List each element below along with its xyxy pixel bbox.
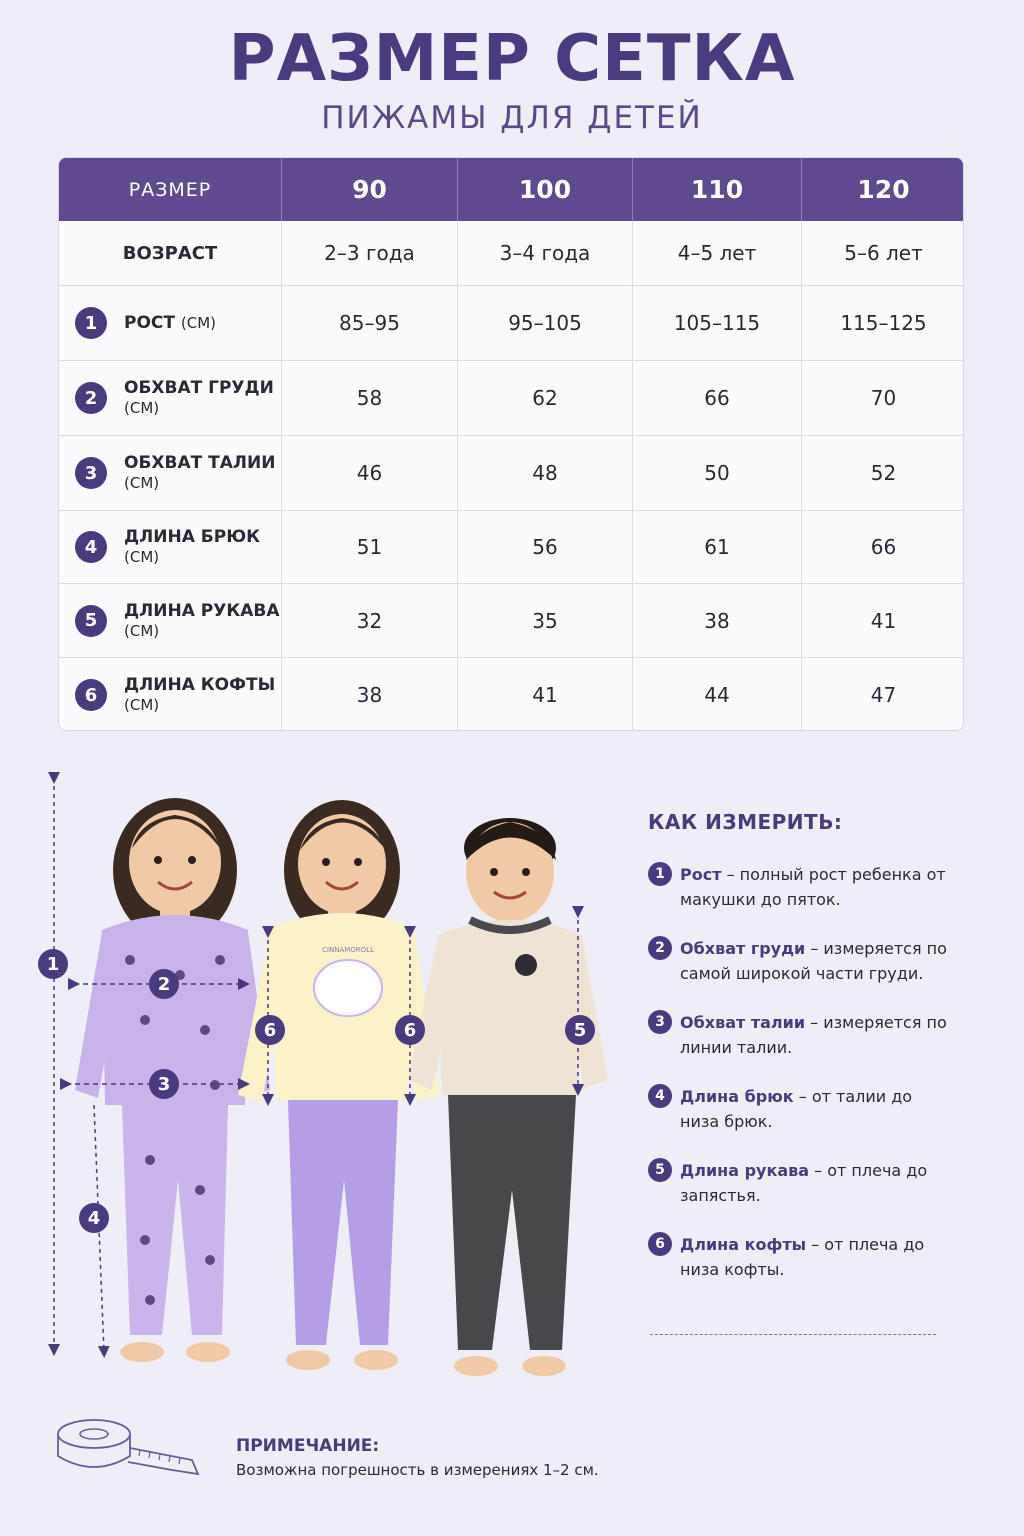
- table-cell: 4–5 лет: [633, 221, 802, 285]
- step-term: Длина кофты: [680, 1235, 807, 1254]
- table-row: [59, 584, 964, 658]
- table-cell: 56: [458, 511, 633, 583]
- table-row: [59, 436, 964, 511]
- row-label: [59, 658, 282, 731]
- table-cell: 52: [870, 461, 897, 485]
- list-item: [648, 1158, 948, 1208]
- table-cell: 115–125: [840, 311, 927, 335]
- table-cell: 32: [282, 584, 458, 657]
- marker-3: 3: [157, 1074, 171, 1095]
- note-text: Возможна погрешность в измерениях 1–2 см.: [236, 1461, 599, 1479]
- size-120: 120: [857, 175, 910, 204]
- row-unit: (СМ): [124, 696, 160, 714]
- table-cell: 105–115: [633, 286, 802, 360]
- size-90: 90: [282, 158, 458, 221]
- number-badge: 2: [75, 382, 107, 414]
- table-cell: 50: [633, 436, 802, 510]
- size-header-row: [59, 158, 964, 221]
- table-row: [59, 361, 964, 436]
- age-label: ВОЗРАСТ: [59, 221, 282, 285]
- number-badge: 2: [648, 936, 672, 960]
- table-cell: 47: [870, 683, 897, 707]
- step-term: Обхват талии: [680, 1013, 806, 1032]
- table-cell: 70: [870, 386, 897, 410]
- print-text: CINNAMOROLL: [322, 946, 374, 954]
- table-cell: 85–95: [282, 286, 458, 360]
- row-unit: (СМ): [124, 399, 160, 417]
- table-cell: 44: [633, 658, 802, 731]
- table-cell: 51: [282, 511, 458, 583]
- table-cell: 41: [870, 608, 897, 633]
- size-table: [58, 157, 964, 731]
- step-text: – измеряется по самой широкой части груди.: [680, 939, 947, 983]
- table-cell: 3–4 года: [458, 221, 633, 285]
- table-row: [59, 658, 964, 731]
- how-to-measure: [648, 810, 948, 1306]
- number-badge: 1: [648, 862, 672, 886]
- step-term: Обхват груди: [680, 939, 806, 958]
- step-term: Рост: [680, 865, 722, 884]
- table-row: [59, 286, 964, 361]
- row-label-text: ОБХВАТ ГРУДИ: [124, 378, 274, 398]
- row-unit: (СМ): [124, 548, 160, 566]
- row-label-text: ДЛИНА БРЮК: [124, 527, 261, 547]
- size-label: РАЗМЕР: [59, 158, 282, 221]
- number-badge: 5: [75, 605, 107, 637]
- table-cell: 5–6 лет: [844, 241, 923, 265]
- marker-4: 4: [87, 1208, 101, 1229]
- page-title: РАЗМЕР СЕТКА: [228, 22, 796, 96]
- row-unit: (СМ): [124, 474, 160, 492]
- table-cell: 66: [633, 361, 802, 435]
- number-badge: 3: [75, 457, 107, 489]
- row-label-text: ДЛИНА РУКАВА: [124, 600, 280, 621]
- marker-6: 6: [403, 1020, 417, 1041]
- table-cell: 38: [282, 658, 458, 731]
- marker-6: 6: [263, 1020, 277, 1041]
- boy-figure: [408, 818, 608, 1376]
- step-text: – измеряется по линии талии.: [680, 1013, 947, 1057]
- size-110: 110: [633, 158, 802, 221]
- row-label-text: РОСТ: [124, 313, 175, 333]
- list-item: [648, 1010, 948, 1060]
- step-term: Длина рукава: [680, 1161, 810, 1180]
- number-badge: 3: [648, 1010, 672, 1034]
- step-text: – от талии до низа брюк.: [680, 1087, 913, 1131]
- page-subtitle: ПИЖАМЫ ДЛЯ ДЕТЕЙ: [321, 100, 703, 136]
- table-cell: 35: [458, 584, 633, 657]
- row-label: [59, 436, 282, 510]
- number-badge: 4: [75, 531, 107, 563]
- table-cell: 62: [458, 361, 633, 435]
- step-text: – от плеча до низа кофты.: [680, 1235, 925, 1279]
- number-badge: 4: [648, 1084, 672, 1108]
- list-item: [648, 1084, 948, 1134]
- age-row: [59, 221, 964, 286]
- table-cell: 41: [458, 658, 633, 731]
- step-text: – полный рост ребенка от макушки до пяток.: [680, 865, 946, 909]
- table-cell: 95–105: [458, 286, 633, 360]
- divider: [650, 1334, 936, 1335]
- kids-illustration: [30, 760, 630, 1400]
- table-cell: 2–3 года: [282, 221, 458, 285]
- number-badge: 1: [75, 307, 107, 339]
- how-to-title: КАК ИЗМЕРИТЬ:: [648, 810, 843, 834]
- row-unit: (СМ): [124, 621, 160, 640]
- note-title: ПРИМЕЧАНИЕ:: [236, 1436, 380, 1456]
- row-label: [59, 584, 282, 657]
- list-item: [648, 936, 948, 986]
- marker-1: 1: [46, 954, 60, 975]
- list-item: [648, 1232, 948, 1282]
- size-100: 100: [458, 158, 633, 221]
- row-label: [59, 361, 282, 435]
- table-cell: 61: [633, 511, 802, 583]
- step-term: Длина брюк: [680, 1087, 794, 1106]
- list-item: [648, 862, 948, 912]
- number-badge: 6: [648, 1232, 672, 1256]
- row-label-text: ОБХВАТ ТАЛИИ: [124, 453, 276, 473]
- table-cell: 46: [282, 436, 458, 510]
- row-unit: (СМ): [180, 314, 217, 332]
- number-badge: 6: [75, 679, 107, 711]
- table-cell: 66: [870, 535, 897, 559]
- table-row: [59, 511, 964, 584]
- step-text: – от плеча до запястья.: [680, 1161, 928, 1205]
- measuring-tape-icon: [52, 1412, 202, 1482]
- number-badge: 5: [648, 1158, 672, 1182]
- marker-2: 2: [157, 974, 171, 995]
- table-cell: 58: [282, 361, 458, 435]
- table-cell: 38: [633, 584, 802, 657]
- marker-5: 5: [573, 1020, 587, 1041]
- row-label: [59, 286, 282, 360]
- row-label-text: ДЛИНА КОФТЫ: [124, 675, 276, 695]
- row-label: [59, 511, 282, 583]
- table-cell: 48: [458, 436, 633, 510]
